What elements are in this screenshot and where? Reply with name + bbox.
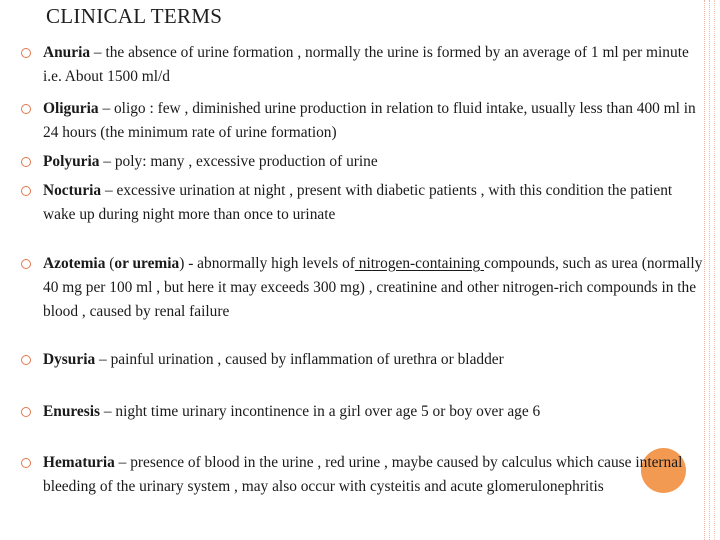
bullet-icon	[21, 157, 31, 167]
term-definition: – night time urinary incontinence in a girl over age 5 or boy over age 6	[100, 403, 541, 420]
slide-title: CLINICAL TERMS	[46, 4, 223, 28]
list-item	[43, 97, 705, 145]
decorative-rule	[714, 0, 715, 540]
bullet-icon	[21, 458, 31, 468]
term-name: Hematuria	[43, 454, 115, 471]
list-item	[43, 179, 705, 227]
term-name: Dysuria	[43, 351, 96, 368]
bullet-icon	[21, 186, 31, 196]
term-definition: – presence of blood in the urine , red urine , maybe caused by calculus which cause internal bleeding of the urinary system , may also occur with cysteitis and acute glomerulonephritis	[43, 454, 683, 495]
term-name: Polyuria	[43, 153, 100, 170]
term-definition: – painful urination , caused by inflammation of urethra or bladder	[95, 351, 504, 368]
term-definition: – oligo : few , diminished urine production in relation to fluid intake, usually less than 400 ml in 24 hours (the minimum rate of urine formation)	[43, 100, 696, 141]
term-definition: - abnormally high levels of	[184, 255, 355, 272]
list-item	[43, 348, 705, 372]
paren-open: (	[105, 255, 115, 272]
bullet-icon	[21, 259, 31, 269]
list-item	[43, 451, 705, 499]
term-name: Oliguria	[43, 100, 99, 117]
bullet-icon	[21, 355, 31, 365]
term-definition: – the absence of urine formation , normally the urine is formed by an average of 1 ml per minute i.e. About 1500 ml/d	[43, 44, 689, 85]
list-item	[43, 400, 705, 424]
decorative-rule	[709, 0, 710, 540]
term-name: Azotemia	[43, 255, 106, 272]
list-item	[43, 150, 705, 174]
bullet-icon	[21, 407, 31, 417]
term-name: Anuria	[43, 44, 91, 61]
term-name: Enuresis	[43, 403, 101, 420]
term-alt-name: or uremia	[114, 255, 180, 272]
term-definition: – poly: many , excessive production of urine	[99, 153, 378, 170]
term-name: Nocturia	[43, 182, 102, 199]
list-item	[43, 252, 705, 324]
paren-close: )	[179, 255, 185, 272]
bullet-icon	[21, 48, 31, 58]
term-definition: – excessive urination at night , present with diabetic patients , with this condition the patient wake up during night more than once to urinate	[43, 182, 673, 223]
bullet-icon	[21, 104, 31, 114]
underlined-phrase: nitrogen-containing	[354, 255, 484, 272]
term-definition-continued: compounds, such as urea (normally 40 mg per 100 ml , but here it may exceeds 300 mg) , creatinine and other nitrogen-rich compounds in the blood , caused by renal failure	[43, 255, 703, 320]
list-item	[43, 41, 705, 89]
